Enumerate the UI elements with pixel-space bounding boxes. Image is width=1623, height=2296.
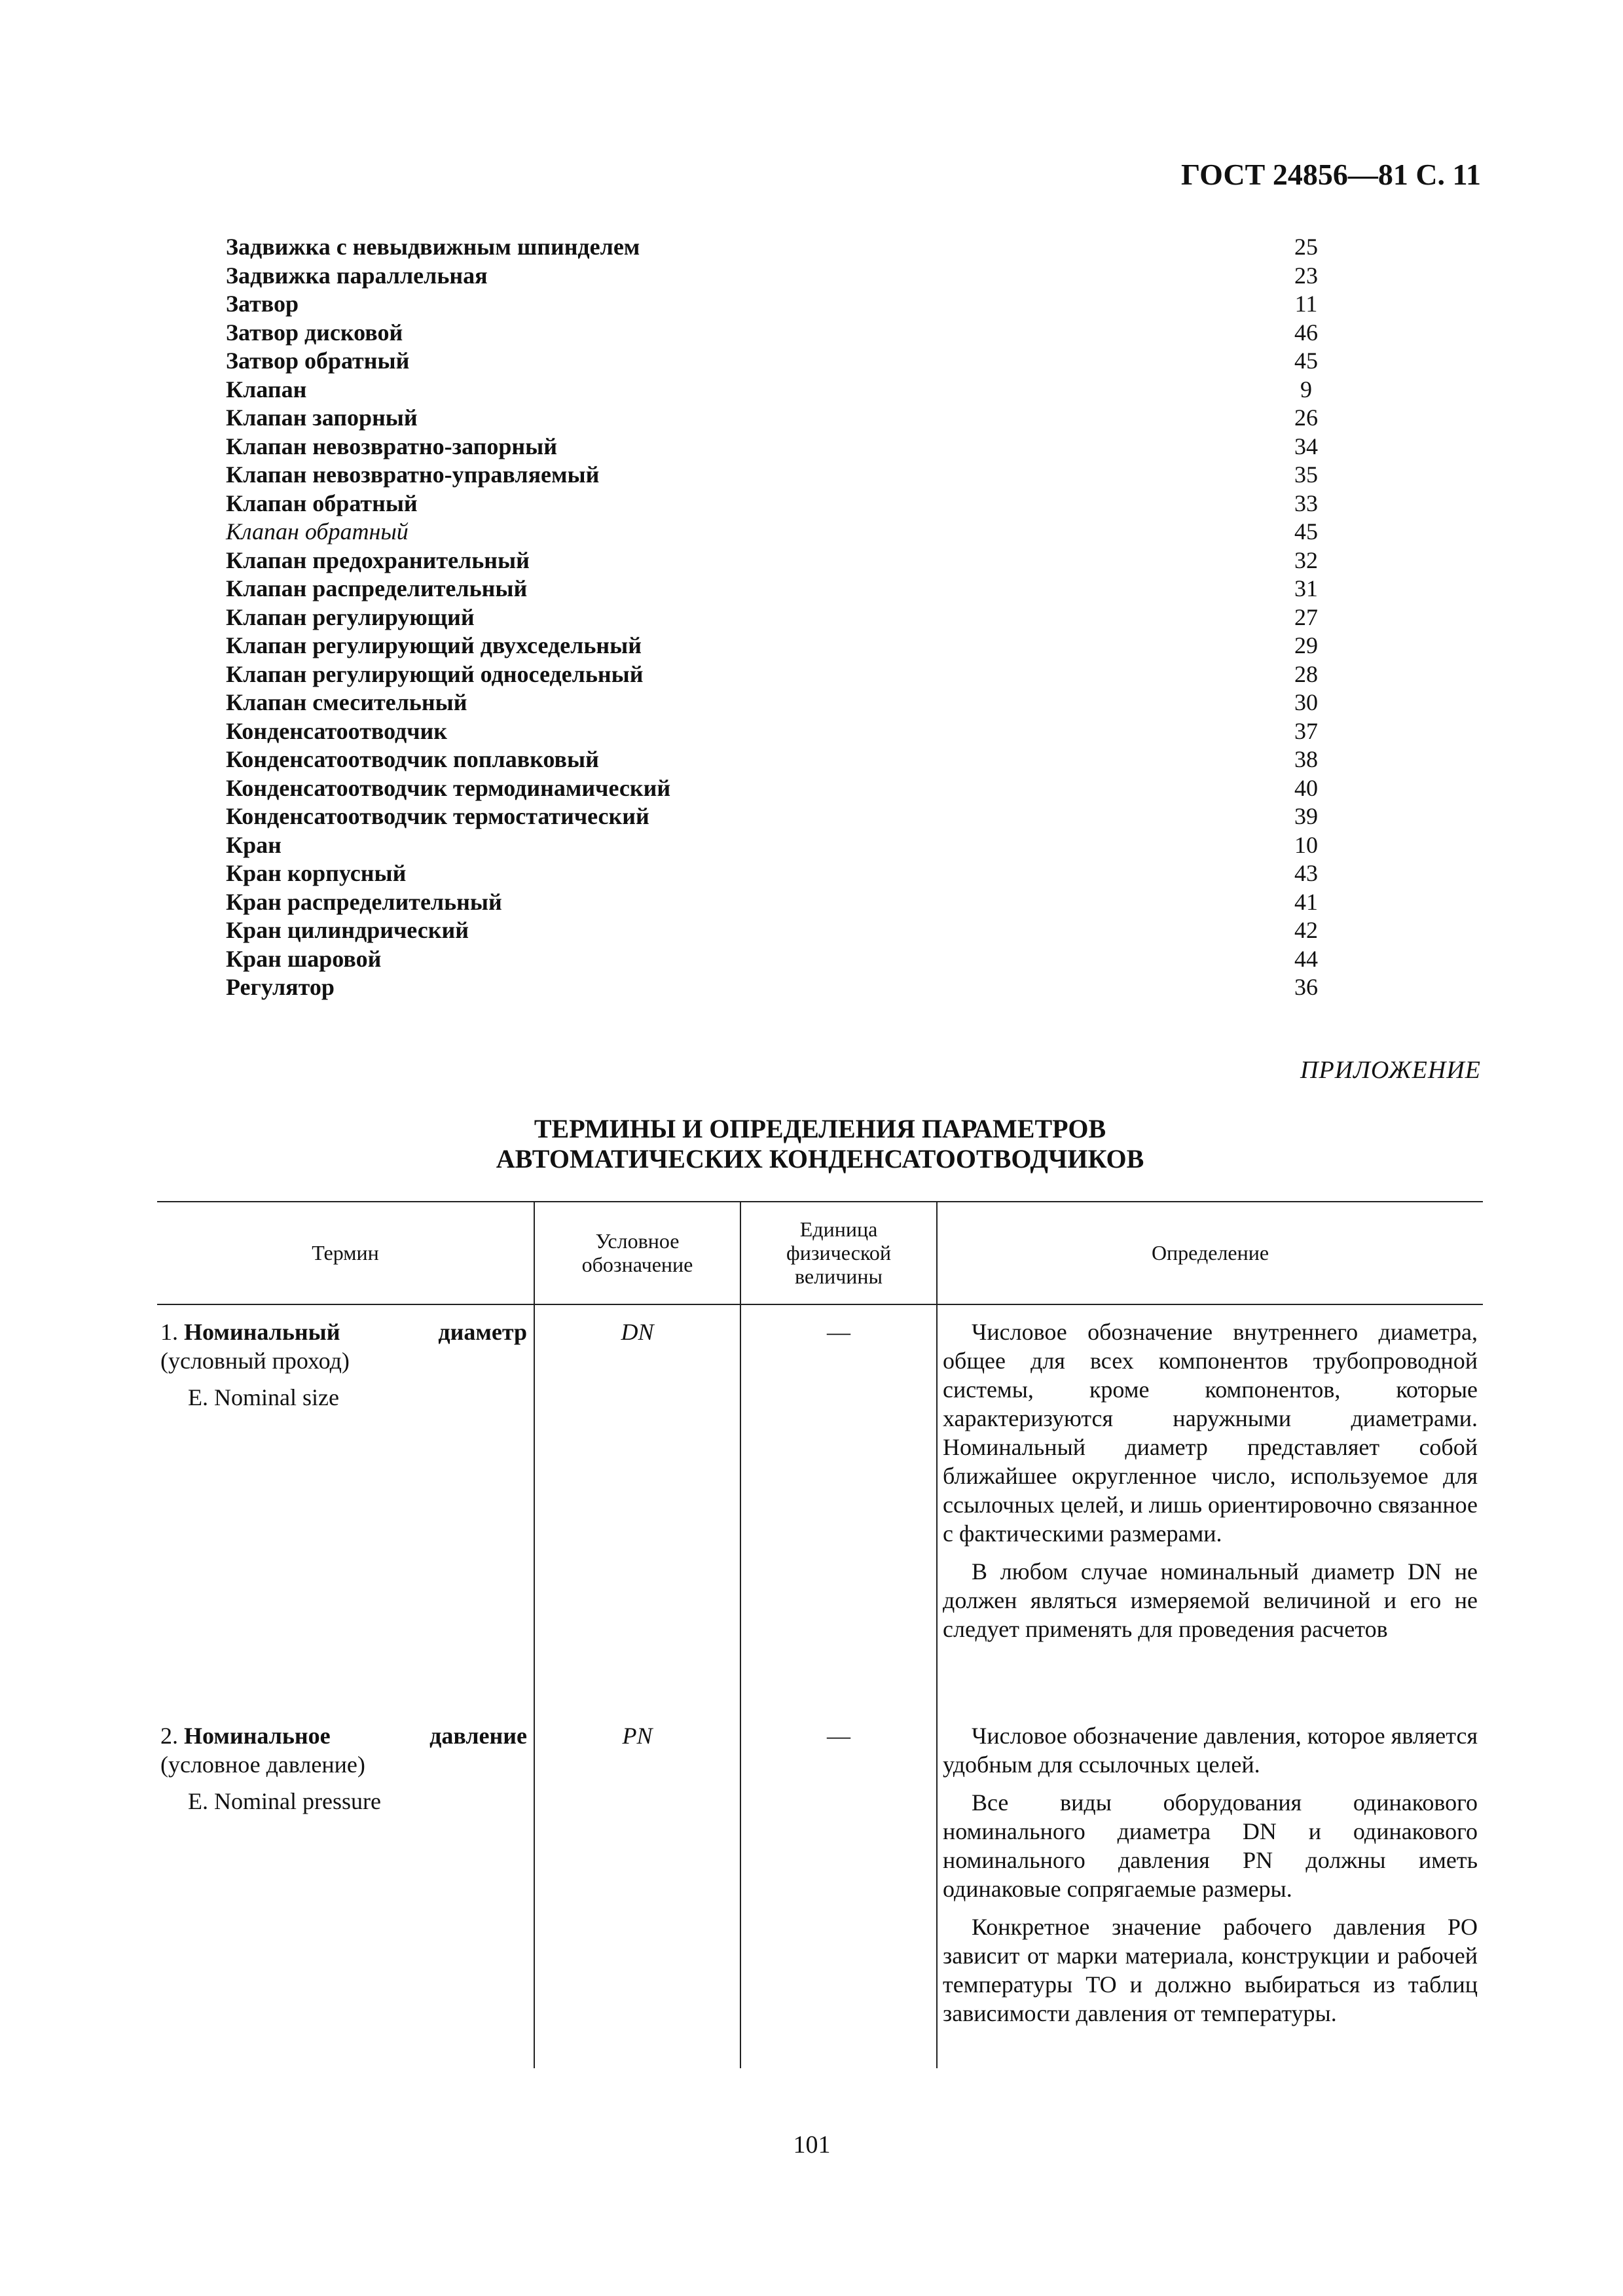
index-number: 40: [1294, 774, 1318, 801]
term-english: E. Nominal pressure: [188, 1788, 381, 1814]
index-term: Кран шаровой: [226, 945, 382, 972]
term-symbol: PN: [622, 1723, 653, 1749]
index-term: Клапан обратный: [226, 490, 418, 516]
index-number: 30: [1294, 689, 1318, 715]
index-number: 27: [1294, 603, 1318, 630]
page-header: ГОСТ 24856—81 С. 11: [1180, 158, 1481, 191]
index-row: [226, 774, 1326, 803]
index-number: 38: [1294, 746, 1318, 772]
index-number: 23: [1294, 262, 1318, 289]
index-row: [226, 945, 1326, 974]
appendix-label: ПРИЛОЖЕНИЕ: [1300, 1056, 1481, 1084]
index-term: Кран корпусный: [226, 860, 407, 886]
term-unit: —: [827, 1319, 850, 1345]
index-row: [226, 717, 1326, 746]
header-unit: Единица физической величины: [786, 1217, 891, 1288]
section-title-line-1: ТЕРМИНЫ И ОПРЕДЕЛЕНИЯ ПАРАМЕТРОВ: [534, 1114, 1106, 1143]
index-number: 37: [1294, 717, 1318, 744]
index-row: [226, 404, 1326, 433]
index-term: Кран: [226, 831, 282, 858]
index-term: Клапан запорный: [226, 404, 418, 431]
index-term: Клапан обратный: [226, 518, 409, 545]
section-title-line-2: АВТОМАТИЧЕСКИХ КОНДЕНСАТООТВОДЧИКОВ: [496, 1144, 1144, 1174]
index-term: Клапан: [226, 376, 307, 403]
index-row: [226, 660, 1326, 689]
index-number: 29: [1294, 632, 1318, 658]
definition-paragraph: Все виды оборудования одинакового номинального диаметра DN и одинакового номинального давления PN должны иметь одинаковые сопрягаемые размеры.: [943, 1789, 1478, 1902]
index-term: Клапан предохранительный: [226, 547, 530, 573]
header-symbol: Условное обозначение: [581, 1229, 693, 1276]
index-number: 28: [1294, 660, 1318, 687]
index-term: Клапан распределительный: [226, 575, 528, 601]
definition-paragraph: Числовое обозначение давления, которое является удобным для ссылочных целей.: [943, 1723, 1478, 1778]
term-alt: (условное давление): [160, 1751, 365, 1778]
index-row: [226, 575, 1326, 603]
index-number: 25: [1294, 234, 1318, 260]
index-row: [226, 319, 1326, 348]
index-row: [226, 689, 1326, 717]
index-term: Затвор обратный: [226, 348, 410, 374]
index-number: 44: [1294, 945, 1318, 972]
term-unit: —: [827, 1723, 850, 1749]
index-term: Клапан регулирующий: [226, 603, 475, 630]
index-number: 43: [1294, 860, 1318, 886]
index-row: [226, 831, 1326, 860]
term-definition: [943, 1318, 1478, 1643]
index-number: 32: [1294, 547, 1318, 573]
index-term: Конденсатоотводчик: [226, 717, 448, 744]
index-term: Клапан невозвратно-управляемый: [226, 461, 600, 488]
definition-paragraph: Конкретное значение рабочего давления PO зависит от марки материала, конструкции и рабочей температуры TO и должно выбираться из таблиц зависимости давления от температуры.: [943, 1914, 1478, 2026]
index-number: 9: [1300, 376, 1312, 403]
index-row: [226, 376, 1326, 404]
index-number: 36: [1294, 974, 1318, 1000]
term-definition: [943, 1721, 1478, 2028]
header-term: Термин: [312, 1240, 379, 1265]
index-row: [226, 603, 1326, 632]
index-term: Затвор дисковой: [226, 319, 403, 346]
index-term: Конденсатоотводчик термодинамический: [226, 774, 671, 801]
definition-paragraph: В любом случае номинальный диаметр DN не должен являться измеряемой величиной и его не следует применять для проведения расчетов: [943, 1558, 1478, 1642]
index-row: [226, 518, 1326, 547]
index-term: Конденсатоотводчик поплавковый: [226, 746, 599, 772]
index-number: 26: [1294, 404, 1318, 431]
term-index-list: [226, 233, 1326, 1002]
index-term: Задвижка с невыдвижным шпинделем: [226, 234, 640, 260]
header-definition: Определение: [1151, 1240, 1269, 1265]
index-row: [226, 347, 1326, 376]
column-divider: [936, 1201, 938, 2068]
index-term: Кран распределительный: [226, 888, 502, 915]
index-row: [226, 973, 1326, 1002]
index-term: Конденсатоотводчик термостатический: [226, 803, 649, 829]
index-number: 11: [1294, 291, 1318, 317]
terms-table: [157, 1201, 1483, 2068]
definition-paragraph: Числовое обозначение внутреннего диаметра, общее для всех компонентов трубопроводной системы, кроме компонентов, которые характеризуются наружными диаметрами. Номинальный диаметр представляет собой ближайшее округленное число, используемое для ссылочных целей, и лишь ориентировочно связанное с фактическими размерами.: [943, 1319, 1478, 1547]
index-row: [226, 547, 1326, 575]
table-row: [160, 1318, 527, 1412]
index-term: Клапан регулирующий односедельный: [226, 660, 644, 687]
index-number: 31: [1294, 575, 1318, 601]
index-row: [226, 916, 1326, 945]
index-number: 45: [1294, 518, 1318, 545]
index-row: [226, 461, 1326, 490]
index-term: Клапан смесительный: [226, 689, 467, 715]
index-number: 41: [1294, 888, 1318, 915]
table-row: [160, 1721, 527, 1816]
page-number: 101: [793, 2131, 831, 2159]
term-symbol: DN: [621, 1319, 654, 1345]
index-number: 42: [1294, 917, 1318, 943]
term-alt: (условный проход): [160, 1348, 350, 1374]
index-row: [226, 802, 1326, 831]
index-row: [226, 888, 1326, 917]
index-number: 10: [1294, 831, 1318, 858]
table-header-rule: [157, 1304, 1483, 1305]
index-row: [226, 233, 1326, 262]
term-name: 2. Номинальное давление: [160, 1723, 527, 1749]
index-term: Клапан регулирующий двухседельный: [226, 632, 642, 658]
index-row: [226, 490, 1326, 518]
index-number: 39: [1294, 803, 1318, 829]
index-number: 33: [1294, 490, 1318, 516]
index-term: Затвор: [226, 291, 299, 317]
index-term: Клапан невозвратно-запорный: [226, 433, 557, 459]
index-row: [226, 262, 1326, 291]
term-english: E. Nominal size: [188, 1384, 339, 1410]
index-number: 46: [1294, 319, 1318, 346]
index-term: Кран цилиндрический: [226, 917, 469, 943]
section-title: [157, 1114, 1483, 1174]
index-row: [226, 632, 1326, 660]
index-row: [226, 290, 1326, 319]
index-number: 35: [1294, 461, 1318, 488]
index-number: 45: [1294, 348, 1318, 374]
index-number: 34: [1294, 433, 1318, 459]
index-term: Задвижка параллельная: [226, 262, 488, 289]
index-term: Регулятор: [226, 974, 335, 1000]
index-row: [226, 433, 1326, 461]
index-row: [226, 859, 1326, 888]
index-row: [226, 745, 1326, 774]
term-name: 1. Номинальный диаметр: [160, 1319, 527, 1345]
